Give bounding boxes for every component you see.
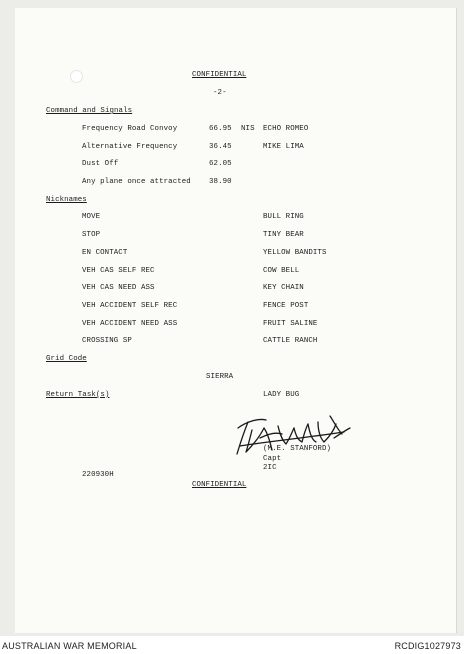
- nickname-value: COW BELL: [263, 267, 300, 275]
- date-time-group: 220930H: [82, 471, 114, 479]
- signatory-rank: Capt: [263, 455, 282, 463]
- nickname-value: FENCE POST: [263, 302, 309, 310]
- frequency-label: Any plane once attracted: [82, 178, 191, 186]
- nickname-term: VEH CAS SELF REC: [82, 267, 155, 275]
- footer-bar: [0, 636, 464, 654]
- frequency-value: 38.90: [209, 178, 232, 186]
- frequency-label: Frequency Road Convoy: [82, 125, 178, 133]
- frequency-value: 36.45: [209, 143, 232, 151]
- section-heading-return-task: Return Task(s): [46, 391, 110, 399]
- nickname-value: TINY BEAR: [263, 231, 304, 239]
- classification-top: CONFIDENTIAL: [192, 71, 247, 79]
- section-heading-grid-code: Grid Code: [46, 355, 87, 363]
- frequency-label: Alternative Frequency: [82, 143, 178, 151]
- section-heading-nicknames: Nicknames: [46, 196, 87, 204]
- nickname-term: CROSSING SP: [82, 337, 132, 345]
- nickname-value: BULL RING: [263, 213, 304, 221]
- nickname-value: FRUIT SALINE: [263, 320, 318, 328]
- frequency-callsign: ECHO ROMEO: [263, 125, 309, 133]
- punch-hole: [70, 70, 83, 83]
- nickname-term: VEH CAS NEED ASS: [82, 284, 155, 292]
- classification-bottom: CONFIDENTIAL: [192, 481, 247, 489]
- nickname-value: CATTLE RANCH: [263, 337, 318, 345]
- footer-record-id: RCDIG1027973: [394, 641, 461, 651]
- nickname-term: MOVE: [82, 213, 101, 221]
- section-heading-command-signals: Command and Signals: [46, 107, 133, 115]
- page-number: -2-: [213, 89, 227, 97]
- frequency-unit: NIS: [241, 125, 255, 133]
- frequency-value: 62.05: [209, 160, 232, 168]
- nickname-term: VEH ACCIDENT SELF REC: [82, 302, 178, 310]
- footer-institution: AUSTRALIAN WAR MEMORIAL: [2, 641, 137, 651]
- frequency-callsign: MIKE LIMA: [263, 143, 304, 151]
- nickname-term: VEH ACCIDENT NEED ASS: [82, 320, 178, 328]
- grid-code-value: SIERRA: [206, 373, 234, 381]
- nickname-value: KEY CHAIN: [263, 284, 304, 292]
- signatory-appointment: 2IC: [263, 464, 277, 472]
- frequency-value: 66.95: [209, 125, 232, 133]
- nickname-term: EN CONTACT: [82, 249, 128, 257]
- frequency-label: Dust Off: [82, 160, 119, 168]
- nickname-term: STOP: [82, 231, 101, 239]
- return-task-value: LADY BUG: [263, 391, 300, 399]
- nickname-value: YELLOW BANDITS: [263, 249, 327, 257]
- signatory-name: (M.E. STANFORD): [263, 445, 332, 453]
